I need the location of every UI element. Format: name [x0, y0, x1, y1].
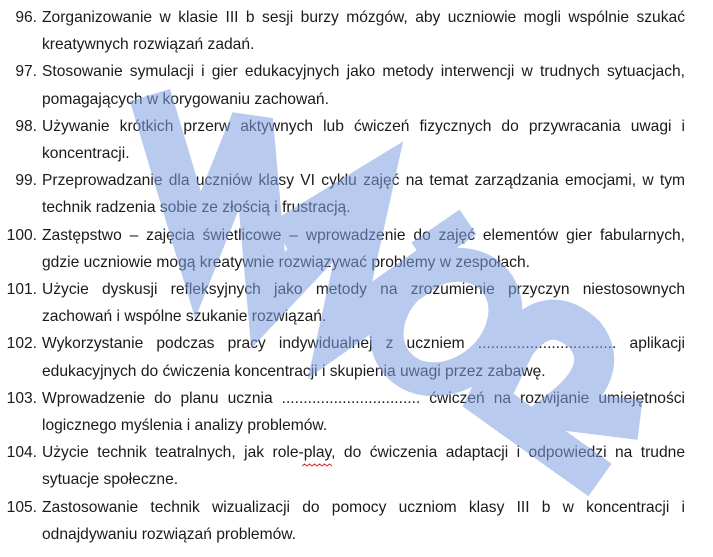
- list-item-number: 101.: [6, 281, 37, 299]
- list-item-text: Zastępstwo – zajęcia świetlicowe – wprowadzenie do zajęć elementów gier fabularnych, gdzie uczniowie mogą kreatywnie rozwiązywać problemy w zespołach.: [42, 226, 685, 271]
- list-item-number: 99.: [15, 172, 37, 190]
- list-item-98: [15, 113, 685, 167]
- list-item-99: [15, 167, 685, 221]
- spellcheck-underline: [302, 463, 332, 467]
- list-item-text: Zastosowanie technik wizualizacji do pomocy uczniom klasy III b w koncentracji i odnajdywaniu rozwiązań problemów.: [42, 498, 685, 543]
- list-item-text: Wykorzystanie podczas pracy indywidualnej z uczniem ................................ aplikacji edukacyjnych do ćwiczenia koncentracji i skupienia uwagi przez zabawę.: [42, 335, 685, 380]
- list-item-number: 100.: [6, 226, 37, 244]
- list-item-number: 96.: [15, 9, 37, 26]
- list-item-103: [6, 385, 685, 439]
- list-item-text: Wprowadzenie do planu ucznia ................................ ćwiczeń na rozwijanie umiejętności logicznego myślenia i analizy problemów.: [42, 389, 685, 435]
- list-item-104: [6, 439, 685, 493]
- list-item-text: Używanie krótkich przerw aktywnych lub ćwiczeń fizycznych do przywracania uwagi i koncentracji.: [42, 117, 685, 163]
- list-item-number: 105.: [6, 498, 37, 516]
- list-item-text: Użycie technik teatralnych, jak role-play, do ćwiczenia adaptacji i odpowiedzi na trudne sytuacje społeczne.: [42, 444, 685, 489]
- list-item-text: Użycie dyskusji refleksyjnych jako metody na zrozumienie przyczyn niestosownych zachowań i wspólne szukanie rozwiązań.: [42, 281, 685, 326]
- list-item-text: Zorganizowanie w klasie III b sesji burzy mózgów, aby uczniowie mogli wspólnie szukać kreatywnych rozwiązań zadań.: [42, 9, 685, 54]
- list-item-text: Przeprowadzanie dla uczniów klasy VI cyklu zajęć na temat zarządzania emocjami, w tym technik radzenia sobie ze złością i frustracją.: [42, 172, 685, 217]
- list-item-97: [15, 58, 685, 112]
- list-item-101: [6, 276, 685, 330]
- list-item-number: 97.: [15, 63, 37, 81]
- list-item-number: 104.: [6, 444, 37, 462]
- numbered-list: [0, 4, 713, 548]
- list-item-102: [6, 330, 685, 384]
- list-item-105: [6, 494, 685, 548]
- list-item-100: [6, 222, 685, 276]
- list-item-96: [15, 4, 685, 58]
- list-item-number: 103.: [6, 389, 37, 407]
- list-item-text: Stosowanie symulacji i gier edukacyjnych jako metody interwencji w trudnych sytuacjach, pomagających w korygowaniu zachowań.: [42, 63, 685, 108]
- list-item-number: 102.: [6, 335, 37, 353]
- list-item-number: 98.: [15, 117, 37, 135]
